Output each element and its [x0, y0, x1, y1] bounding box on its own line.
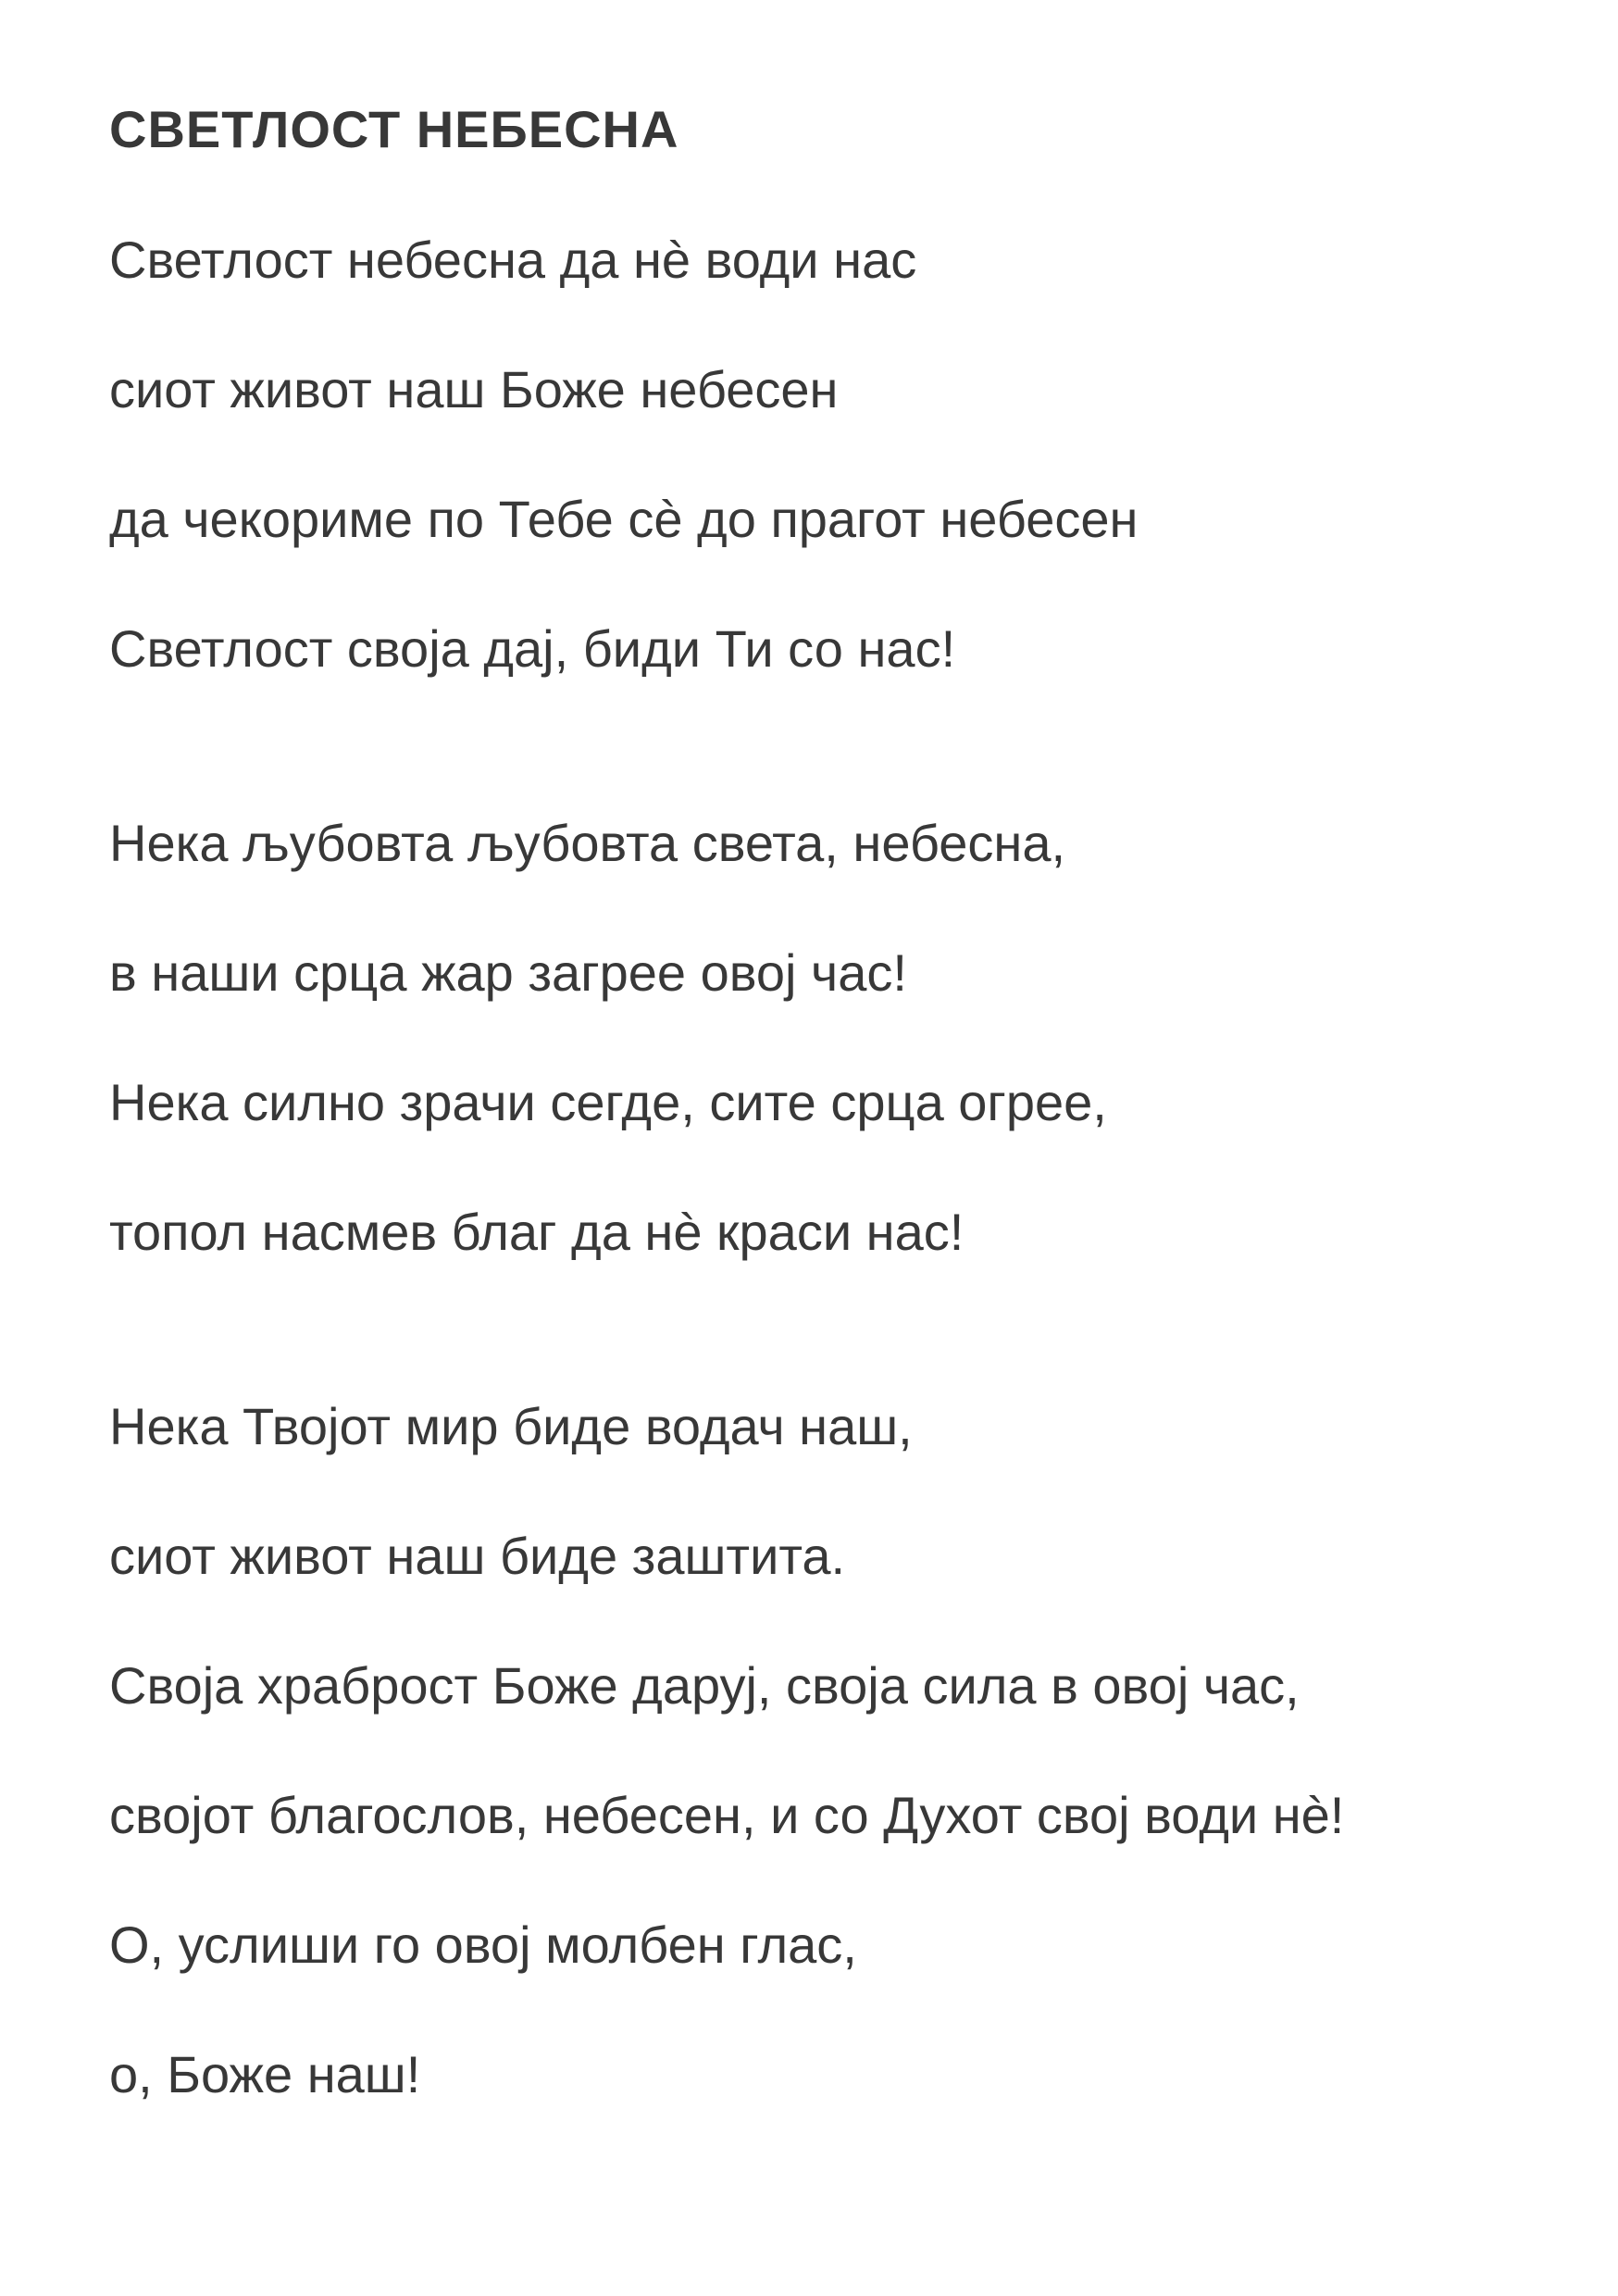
verse-line: својот благослов, небесен, и со Духот свој води нè! [109, 1786, 1345, 1844]
verse-line: Своја храброст Боже даруј, своја сила в овој час, [109, 1656, 1300, 1715]
verse-line: Светлост небесна да нè води нас [109, 231, 917, 289]
verse-line: топол насмев благ да нè краси нас! [109, 1203, 965, 1261]
verse-line: О, услиши го овој молбен глас, [109, 1915, 857, 1974]
verse-line: сиот живот наш Боже небесен [109, 360, 839, 418]
verse-line: да чекориме по Тебе сè до прагот небесен [109, 490, 1139, 548]
verse-line: Нека Твојот мир биде водач наш, [109, 1397, 913, 1455]
verse-line: Нека силно зрачи сегде, сите срца огрее, [109, 1073, 1107, 1131]
verse-line: сиот живот наш биде заштита. [109, 1527, 846, 1585]
verse-line: Нека љубовта љубовта света, небесна, [109, 814, 1066, 872]
page-title: СВЕТЛОСТ НЕБЕСНА [109, 100, 679, 158]
verse-line: Светлост своја дај, биди Ти со нас! [109, 619, 956, 678]
verse-line: о, Боже наш! [109, 2045, 421, 2103]
verse-line: в наши срца жар загрее овој час! [109, 943, 907, 1002]
